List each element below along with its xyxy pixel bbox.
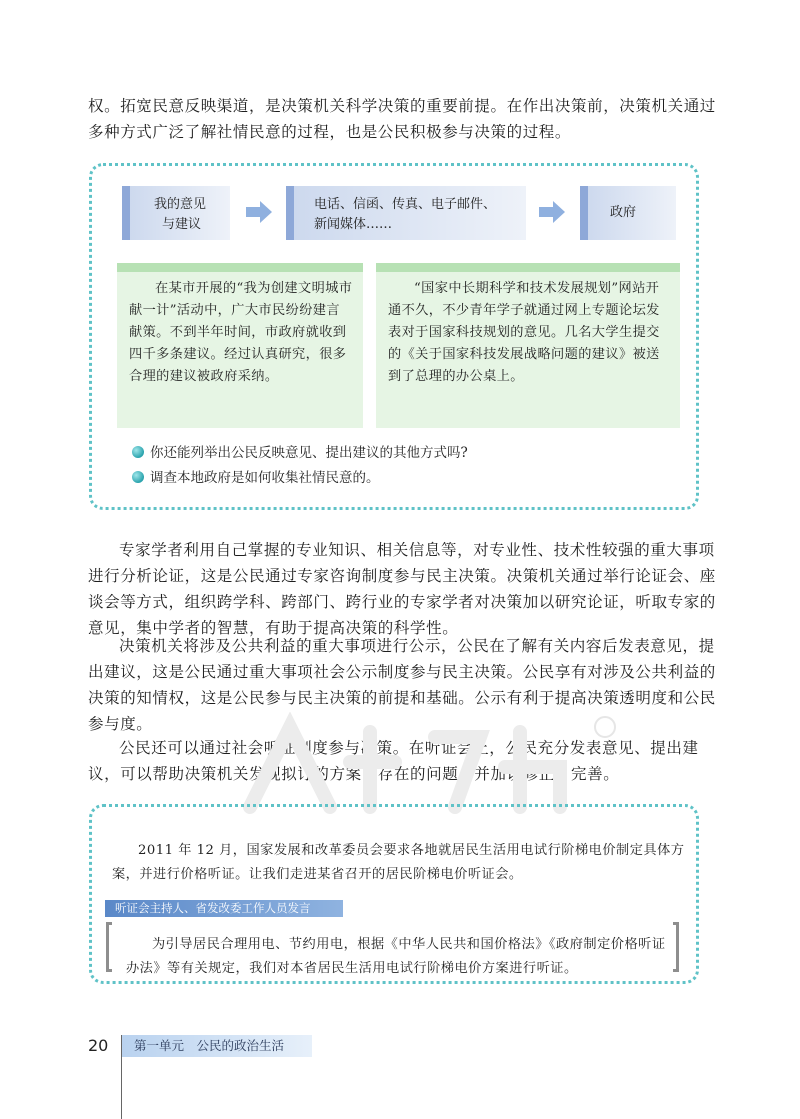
flow-box-channels-line2: 新闻媒体…… [314,217,393,232]
footer-divider-line [121,1035,122,1119]
case-card-science-plan-text: “国家中长期科学和技术发展规划”网站开通不久，不少青年学子就通过网上专题论坛发表对于国家科技规划的意见。几名大学生提交的《关于国家科技发展战略问题的建议》被送到了总理的办公桌上。 [388,281,660,384]
hearing-intro: 2011 年 12 月，国家发展和改革委员会要求各地就居民生活用电试行阶梯电价制定具体方案，并进行价格听证。让我们走进某省召开的居民阶梯电价听证会。 [112,843,685,883]
question-item-2 [132,466,380,486]
quote-bracket-right [673,922,679,972]
running-footer-section: 第一单元 公民的政治生活 [122,1035,312,1057]
body-paragraph-publicity: 决策机关将涉及公共利益的重大事项进行公示，公民在了解有关内容后发表意见，提出建议，这是公民通过重大事项社会公示制度参与民主决策。公民享有对涉及公共利益的决策的知情权，这是公民参与民主决策的前提和基础。公示有利于提高决策透明度和公民参与度。 [88,637,716,733]
flow-box-opinion-line1: 我的意见 [154,197,207,212]
speaker-banner: 听证会主持人、省发改委工作人员发言 [105,900,343,917]
flow-box-opinion-line2: 与建议 [162,217,202,232]
flow-box-government [580,186,676,240]
arrow-right-icon [246,201,272,223]
question-text-1: 你还能列举出公民反映意见、提出建议的其他方式吗? [150,445,468,461]
hearing-quote: 为引导居民合理用电、节约用电，根据《中华人民共和国价格法》《政府制定价格听证办法》等有关规定，我们对本省居民生活用电试行阶梯电价方案进行听证。 [126,937,666,977]
case-card-city [117,263,363,428]
question-item-1 [132,441,468,461]
case-card-city-text: 在某市开展的“我为创建文明城市献一计”活动中，广大市民纷纷建言献策。不到半年时间，市政府就收到四千多条建议。经过认真研究，很多合理的建议被政府采纳。 [129,281,353,384]
question-text-2: 调查本地政府是如何收集社情民意的。 [150,470,380,486]
flow-box-channels [286,186,526,240]
body-paragraph-top: 权。拓宽民意反映渠道，是决策机关科学决策的重要前提。在作出决策前，决策机关通过多种方式广泛了解社情民意的过程，也是公民积极参与决策的过程。 [88,97,716,141]
flow-box-channels-line1: 电话、信函、传真、电子邮件、 [314,197,497,212]
bullet-dot-icon [132,446,144,458]
quote-bracket-left [106,922,112,972]
body-paragraph-experts: 专家学者利用自己掌握的专业知识、相关信息等，对专业性、技术性较强的重大事项进行分析论证，这是公民通过专家咨询制度参与民主决策。决策机关通过举行论证会、座谈会等方式，组织跨学科、跨部门、跨行业的专家学者对决策加以研究论证，听取专家的意见，集中学者的智慧，有助于提高决策的科学性。 [88,541,716,637]
flow-box-government-label: 政府 [610,205,637,220]
case-card-science-plan [376,263,680,428]
arrow-right-icon [539,201,565,223]
flow-box-opinion [122,186,230,240]
body-paragraph-hearing: 公民还可以通过社会听证制度参与决策。在听证会上，公民充分发表意见、提出建议，可以帮助决策机关发现拟订的方案中存在的问题，并加以修正、完善。 [88,739,699,783]
bullet-dot-icon [132,471,144,483]
page-number: 20 [88,1036,109,1055]
